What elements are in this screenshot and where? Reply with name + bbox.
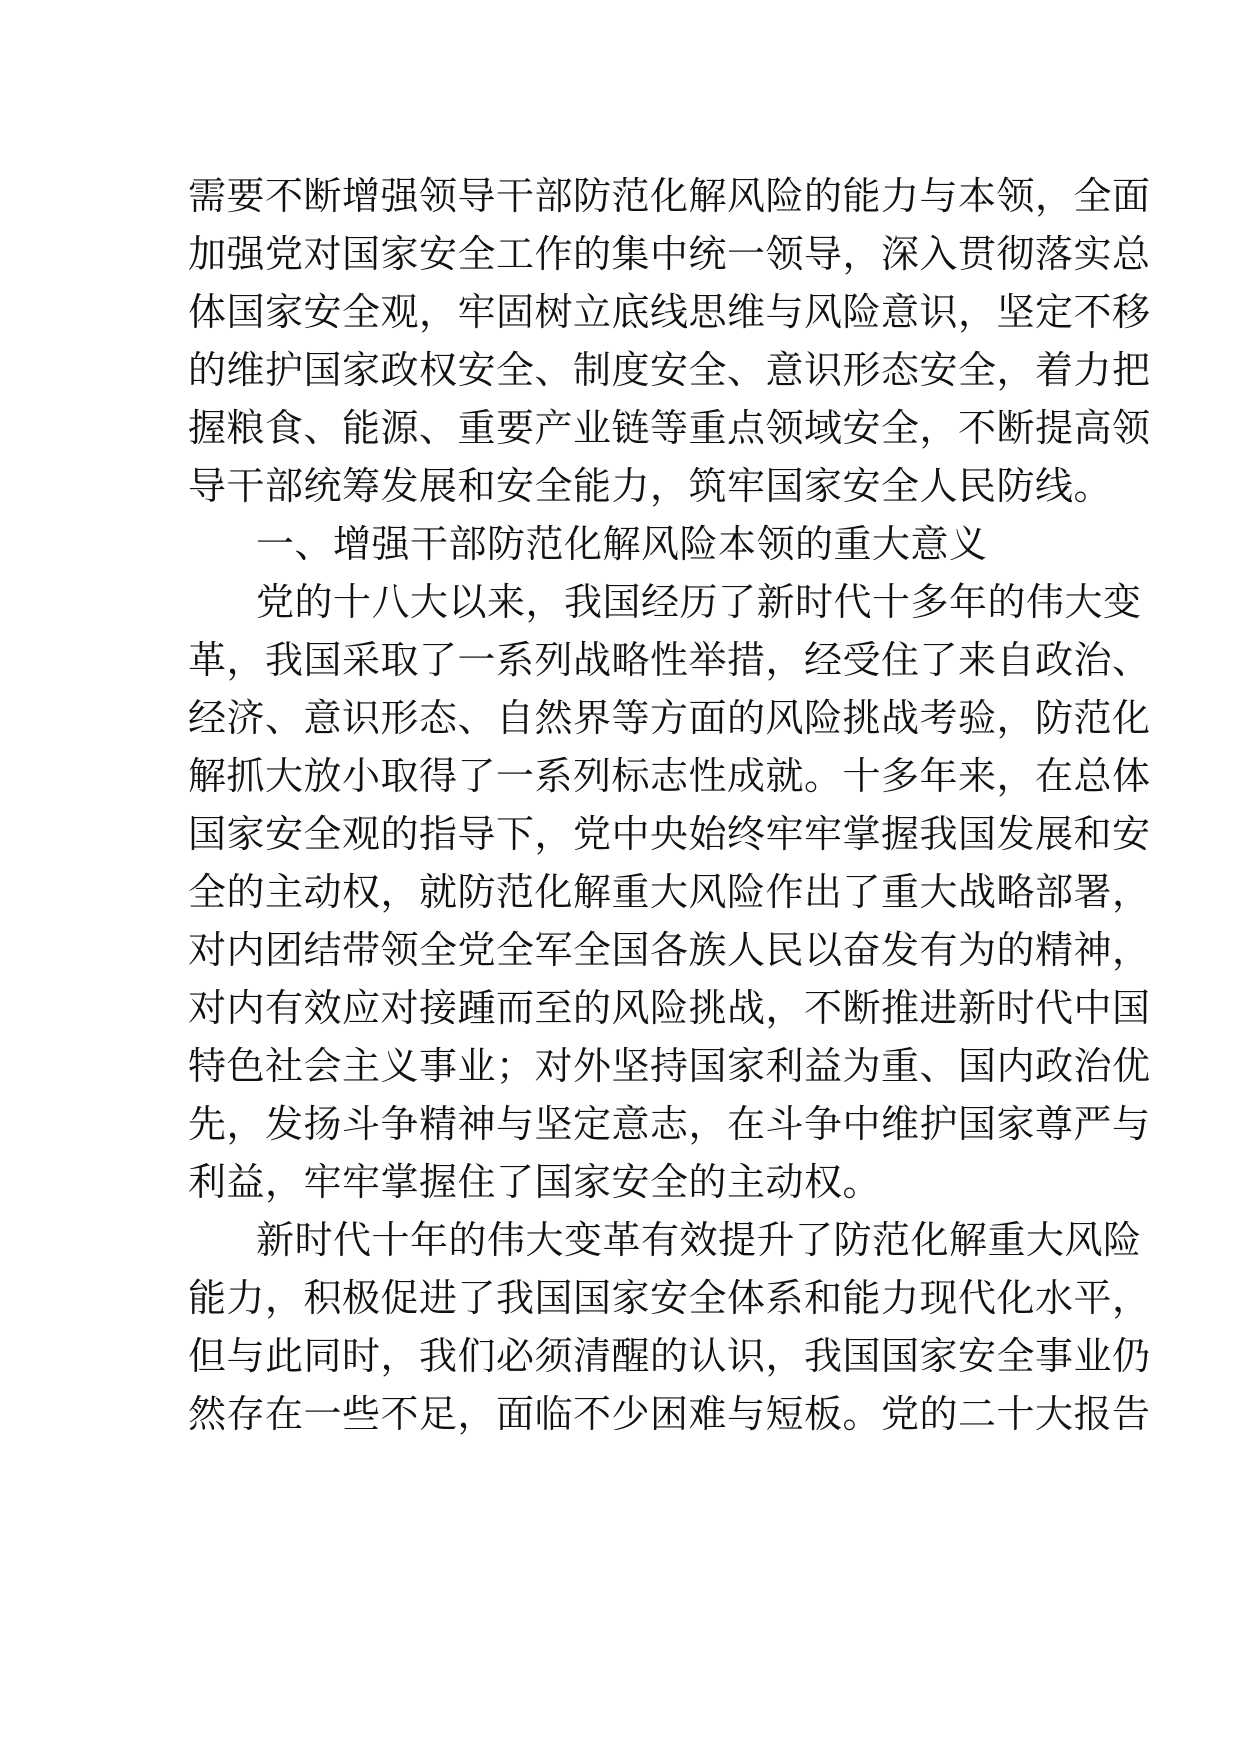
paragraph-line: 经济、意识形态、自然界等方面的风险挑战考验，防范化	[188, 696, 1151, 740]
section-heading: 一、增强干部防范化解风险本领的重大意义	[256, 522, 988, 566]
paragraph-line: 导干部统筹发展和安全能力，筑牢国家安全人民防线。	[188, 464, 1113, 508]
paragraph-line: 的维护国家政权安全、制度安全、意识形态安全，着力把	[188, 348, 1151, 392]
paragraph-line: 革，我国采取了一系列战略性举措，经受住了来自政治、	[188, 638, 1151, 682]
paragraph-line: 体国家安全观，牢固树立底线思维与风险意识，坚定不移	[188, 290, 1151, 334]
paragraph-line: 新时代十年的伟大变革有效提升了防范化解重大风险	[256, 1218, 1142, 1262]
paragraph-line: 加强党对国家安全工作的集中统一领导，深入贯彻落实总	[188, 232, 1151, 276]
paragraph-line: 解抓大放小取得了一系列标志性成就。十多年来，在总体	[188, 754, 1151, 798]
paragraph-line: 先，发扬斗争精神与坚定意志，在斗争中维护国家尊严与	[188, 1102, 1151, 1146]
paragraph-line: 国家安全观的指导下，党中央始终牢牢掌握我国发展和安	[188, 812, 1151, 856]
paragraph-line: 利益，牢牢掌握住了国家安全的主动权。	[188, 1160, 882, 1204]
paragraph-line: 对内有效应对接踵而至的风险挑战，不断推进新时代中国	[188, 986, 1151, 1030]
paragraph-line: 能力，积极促进了我国国家安全体系和能力现代化水平，	[188, 1276, 1151, 1320]
paragraph-line: 特色社会主义事业；对外坚持国家利益为重、国内政治优	[188, 1044, 1151, 1088]
paragraph-line: 握粮食、能源、重要产业链等重点领域安全，不断提高领	[188, 406, 1151, 450]
paragraph-line: 然存在一些不足，面临不少困难与短板。党的二十大报告	[188, 1392, 1151, 1436]
paragraph-line: 党的十八大以来，我国经历了新时代十多年的伟大变	[256, 580, 1142, 624]
paragraph-line: 但与此同时，我们必须清醒的认识，我国国家安全事业仍	[188, 1334, 1151, 1378]
paragraph-line: 需要不断增强领导干部防范化解风险的能力与本领，全面	[188, 174, 1151, 218]
paragraph-line: 对内团结带领全党全军全国各族人民以奋发有为的精神，	[188, 928, 1151, 972]
paragraph-line: 全的主动权，就防范化解重大风险作出了重大战略部署，	[188, 870, 1151, 914]
